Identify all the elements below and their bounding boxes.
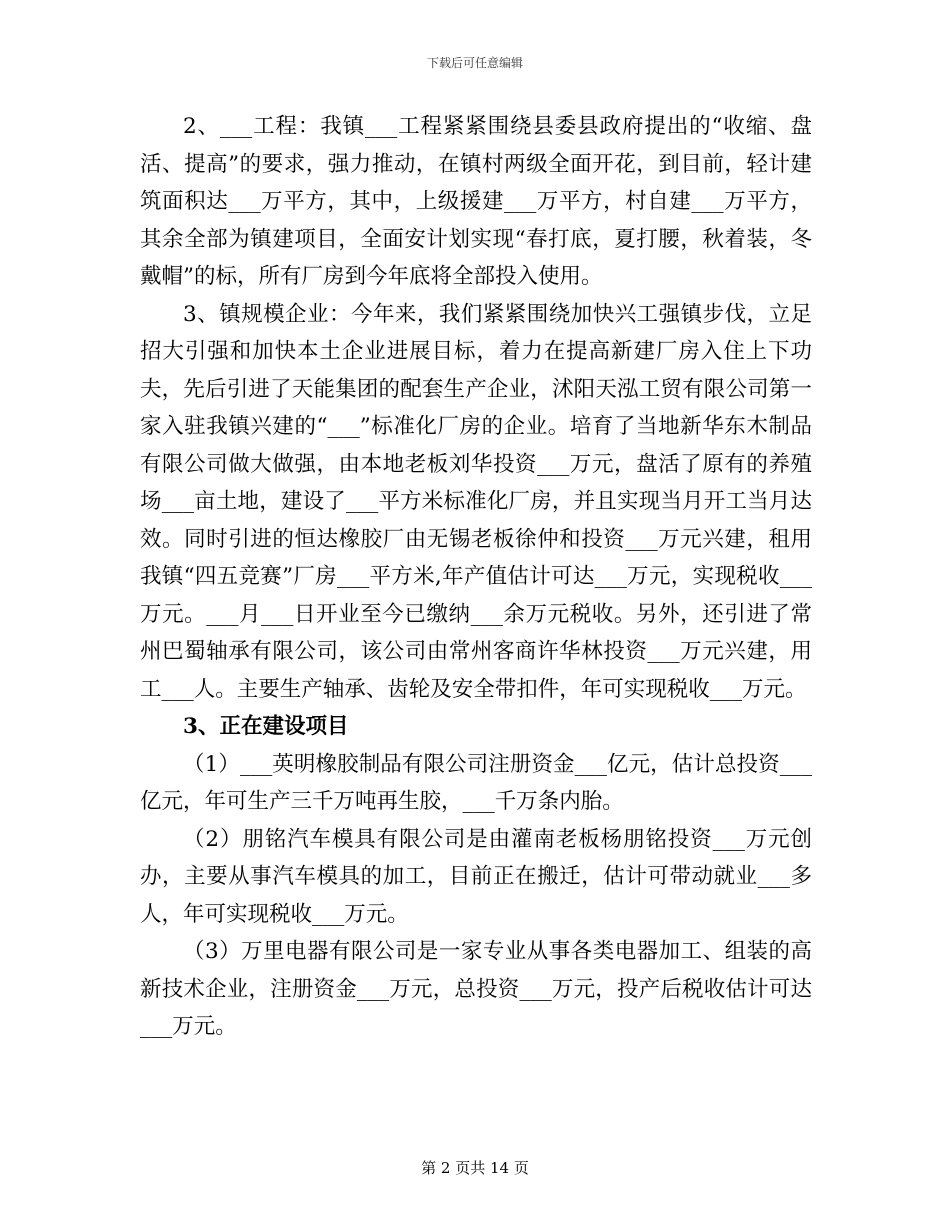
- paragraph-engineering: 2、___工程：我镇___工程紧紧围绕县委县政府提出的“收缩、盘活、提高”的要求，强力推动，在镇村两级全面开花，到目前，轻计建筑面积达___万平方，其中，上级援建___万平方，村自建___万平方，其余全部为镇建项目，全面安计划实现“春打底，夏打腰，秋着装，冬戴帽”的标，所有厂房到今年底将全部投入使用。: [140, 114, 812, 289]
- list-item: （3）万里电器有限公司是一家专业从事各类电器加工、组装的高新技术企业，注册资金___万元，总投资___万元，投产后税收估计可达___万元。: [140, 939, 812, 1039]
- section-heading: 3、正在建设项目: [183, 714, 349, 739]
- list-item: （1）___英明橡胶制品有限公司注册资金___亿元，估计总投资___亿元，年可生产三千万吨再生胶，___千万条内胎。: [140, 751, 812, 814]
- list-item: （2）朋铭汽车模具有限公司是由灌南老板杨朋铭投资___万元创办，主要从事汽车模具的加工，目前正在搬迁，估计可带动就业___多人，年可实现税收___万元。: [140, 826, 812, 927]
- paragraph-scale-enterprises: 3、镇规模企业：今年来，我们紧紧围绕加快兴工强镇步伐，立足招大引强和加快本土企业进展目标，着力在提高新建厂房入住上下功夫，先后引进了天能集团的配套生产企业，沭阳天泓工贸有限公司第一家入驻我镇兴建的“___”标准化厂房的企业。培育了当地新华东木制品有限公司做大做强，由本地老板刘华投资___万元，盘活了原有的养殖场___亩土地，建设了___平方米标准化厂房，并且实现当月开工当月达效。同时引进的恒达橡胶厂由无锡老板徐仲和投资___万元兴建，租用我镇“四五竞赛”厂房___平方米,年产值估计可达___万元，实现税收___万元。___月___日开业至今已缴纳___余万元税收。另外，还引进了常州巴蜀轴承有限公司，该公司由常州客商许华林投资___万元兴建，用工___人。主要生产轴承、齿轮及安全带扣件，年可实现税收___万元。: [140, 301, 812, 702]
- document-body: [140, 108, 812, 1046]
- page-footer: 第 2 页共 14 页: [421, 1159, 529, 1177]
- page-header: 下载后可任意编辑: [426, 56, 523, 70]
